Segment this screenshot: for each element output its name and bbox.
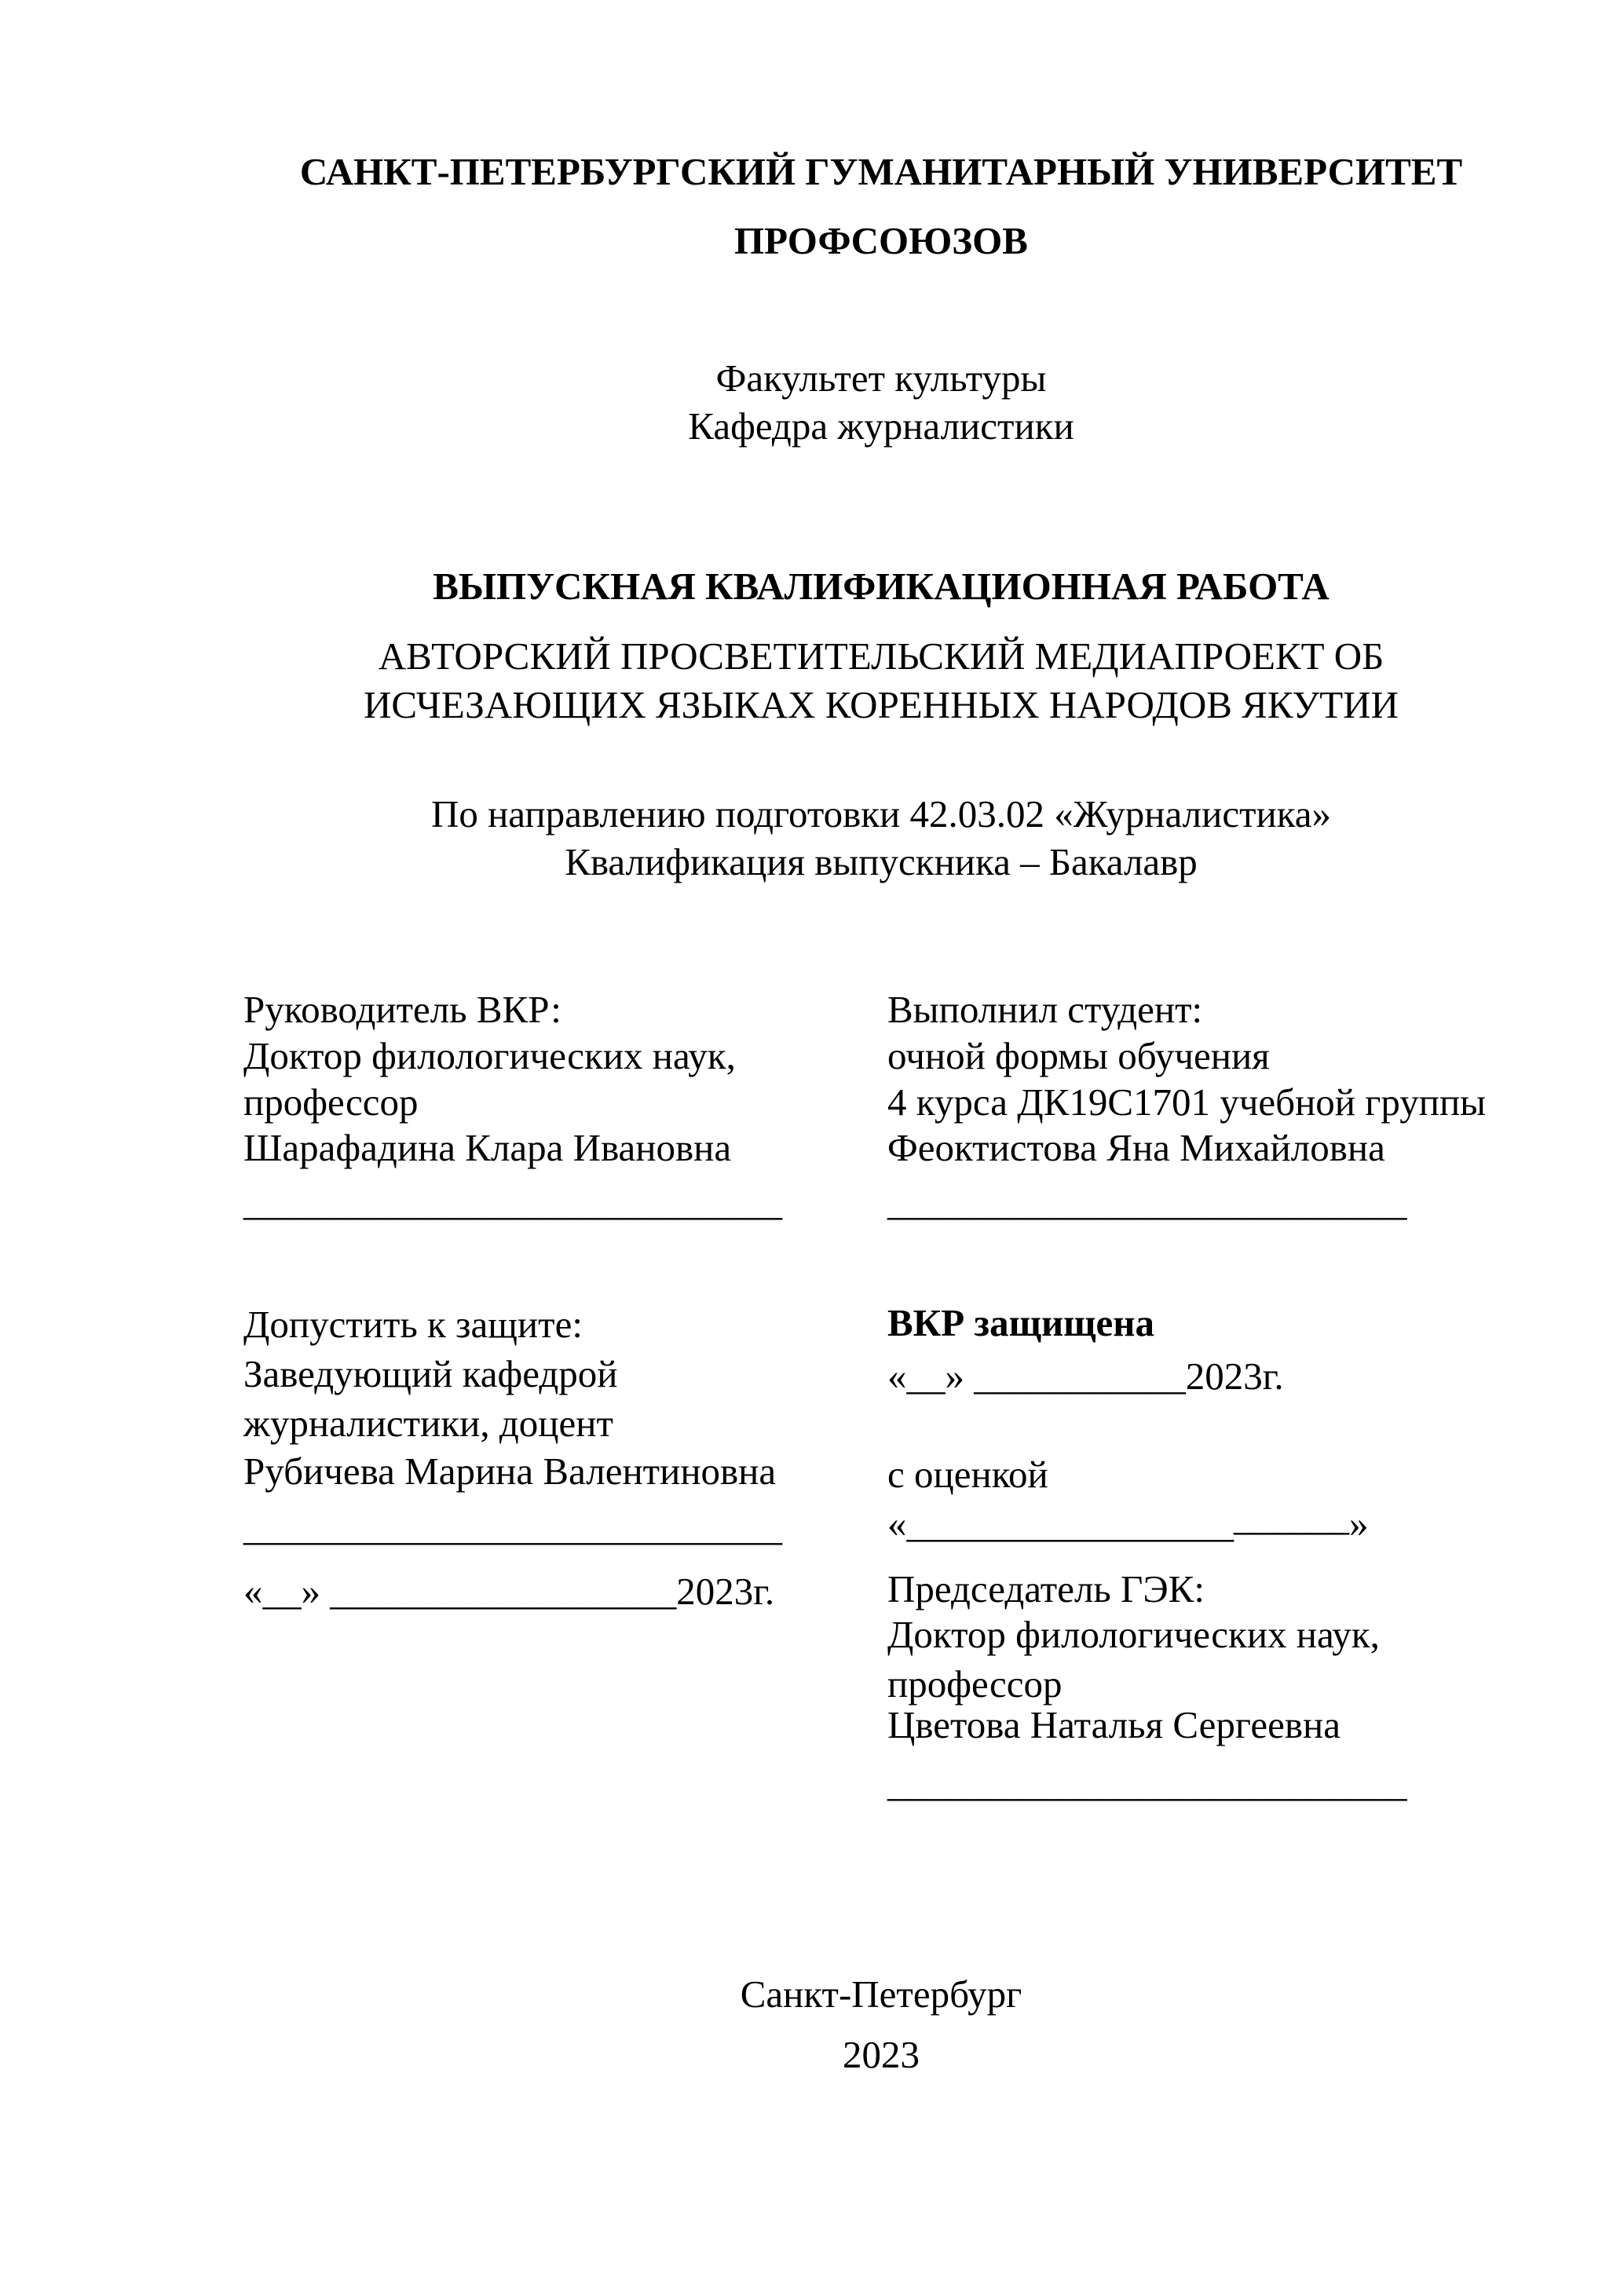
admission-position-line1: Заведующий кафедрой	[243, 1352, 618, 1395]
student-group: 4 курса ДК19С1701 учебной группы	[887, 1080, 1487, 1124]
defense-status-label: ВКР защищена	[887, 1301, 1155, 1344]
supervisor-rank: профессор	[243, 1080, 419, 1124]
student-name: Феоктистова Яна Михайловна	[887, 1126, 1385, 1169]
supervisor-degree: Доктор филологических наук,	[243, 1034, 736, 1077]
defense-date-line: «__» ___________2023г.	[887, 1355, 1284, 1398]
chair-degree: Доктор филологических наук,	[887, 1613, 1380, 1656]
university-name-line2: ПРОФСОЮЗОВ	[734, 219, 1028, 262]
quote-close-mark: »	[1349, 1502, 1369, 1545]
faculty-name: Факультет культуры	[715, 356, 1047, 400]
student-label: Выполнил студент:	[887, 988, 1203, 1031]
work-type-title: ВЫПУСКНАЯ КВАЛИФИКАЦИОННАЯ РАБОТА	[433, 565, 1330, 608]
program-direction: По направлению подготовки 42.03.02 «Журналистика»	[430, 792, 1332, 835]
chair-signature-line: ___________________________	[887, 1761, 1407, 1804]
city-name: Санкт-Петербург	[740, 1972, 1022, 2016]
supervisor-name: Шарафадина Клара Ивановна	[243, 1126, 732, 1169]
supervisor-signature-line: ____________________________	[243, 1180, 782, 1223]
admission-name: Рубичева Марина Валентиновна	[243, 1450, 777, 1493]
university-name-line1: САНКТ-ПЕТЕРБУРГСКИЙ ГУМАНИТАРНЫЙ УНИВЕРСИТЕТ	[299, 150, 1463, 193]
grade-blank-short: ______	[1234, 1495, 1349, 1538]
gek-chair-label: Председатель ГЭК:	[887, 1567, 1205, 1610]
graduate-qualification: Квалификация выпускника – Бакалавр	[565, 840, 1198, 883]
thesis-title-line2: ИСЧЕЗАЮЩИХ ЯЗЫКАХ КОРЕННЫХ НАРОДОВ ЯКУТИИ	[364, 683, 1399, 726]
department-name: Кафедра журналистики	[688, 404, 1074, 448]
supervisor-label: Руководитель ВКР:	[243, 988, 561, 1031]
student-signature-line: ___________________________	[887, 1180, 1407, 1223]
grade-blank-line	[887, 1495, 1369, 1545]
thesis-title-line1: АВТОРСКИЙ ПРОСВЕТИТЕЛЬСКИЙ МЕДИАПРОЕКТ ОБ	[378, 634, 1384, 678]
admission-position-line2: журналистики, доцент	[243, 1402, 613, 1445]
chair-rank: профессор	[887, 1662, 1063, 1706]
grade-label: с оценкой	[887, 1453, 1048, 1496]
year-label: 2023	[843, 2033, 920, 2076]
admission-signature-line: ____________________________	[243, 1505, 782, 1548]
grade-blank-long: _________________	[906, 1502, 1234, 1545]
student-study-form: очной формы обучения	[887, 1034, 1270, 1077]
admission-date-line: «__» __________________2023г.	[243, 1570, 775, 1613]
chair-name: Цветова Наталья Сергеевна	[887, 1703, 1341, 1746]
admission-label: Допустить к защите:	[243, 1303, 583, 1346]
quote-open-mark: «	[887, 1502, 907, 1545]
